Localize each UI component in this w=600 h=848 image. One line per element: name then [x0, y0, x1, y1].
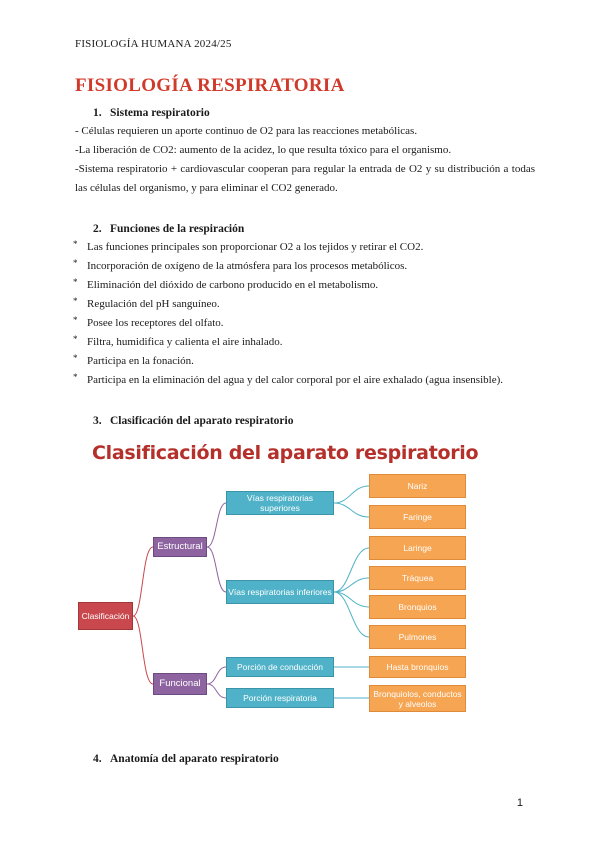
section-title: Sistema respiratorio [110, 107, 210, 119]
section-number: 3. [93, 415, 102, 427]
node-nariz: Nariz [369, 474, 466, 498]
node-hasta-bronquios: Hasta bronquios [369, 656, 466, 678]
paragraph-line: -Sistema respiratorio + cardiovascular cooperan para regular la entrada de O2 y su distribución a todas las células del organismo, y para eliminar el CO2 generado. [75, 163, 535, 194]
page-title: FISIOLOGÍA RESPIRATORIA [75, 75, 345, 96]
section-title: Clasificación del aparato respiratorio [110, 415, 294, 427]
paragraph-line: -La liberación de CO2: aumento de la acidez, lo que resulta tóxico para el organismo. [75, 144, 452, 156]
section-number: 1. [93, 107, 102, 119]
section-title: Funciones de la respiración [110, 223, 245, 235]
node-clasificacion: Clasificación [78, 602, 133, 630]
bullet-icon: * [73, 258, 78, 268]
page-header: FISIOLOGÍA HUMANA 2024/25 [75, 38, 232, 50]
node-bronquiolos: Bronquiolos, conductos y alveolos [369, 685, 466, 712]
section-number: 2. [93, 223, 102, 235]
paragraph-line: - Células requieren un aporte continuo de O2 para las reacciones metabólicas. [75, 125, 418, 137]
node-porcion-conduccion: Porción de conducción [226, 657, 334, 677]
node-vias-inferiores: Vías respiratorias inferiores [226, 580, 334, 604]
bullet-icon: * [73, 239, 78, 249]
node-funcional: Funcional [153, 673, 207, 695]
bullet-icon: * [73, 296, 78, 306]
node-laringe: Laringe [369, 536, 466, 560]
bullet-icon: * [73, 315, 78, 325]
section-title: Anatomía del aparato respiratorio [110, 753, 279, 765]
page-number: 1 [516, 797, 523, 809]
node-faringe: Faringe [369, 505, 466, 529]
diagram-title: Clasificación del aparato respiratorio [92, 442, 479, 464]
node-porcion-respiratoria: Porción respiratoria [226, 688, 334, 708]
bullet-icon: * [73, 372, 78, 382]
bullet-icon: * [73, 277, 78, 287]
node-pulmones: Pulmones [369, 625, 466, 649]
node-vias-superiores: Vías respiratorias superiores [226, 491, 334, 515]
node-bronquios: Bronquios [369, 595, 466, 619]
bullet-icon: * [73, 353, 78, 363]
section-4-heading [93, 753, 279, 765]
node-estructural: Estructural [153, 537, 207, 557]
section-number: 4. [93, 753, 102, 765]
bullet-icon: * [73, 334, 78, 344]
node-traquea: Tráquea [369, 566, 466, 590]
